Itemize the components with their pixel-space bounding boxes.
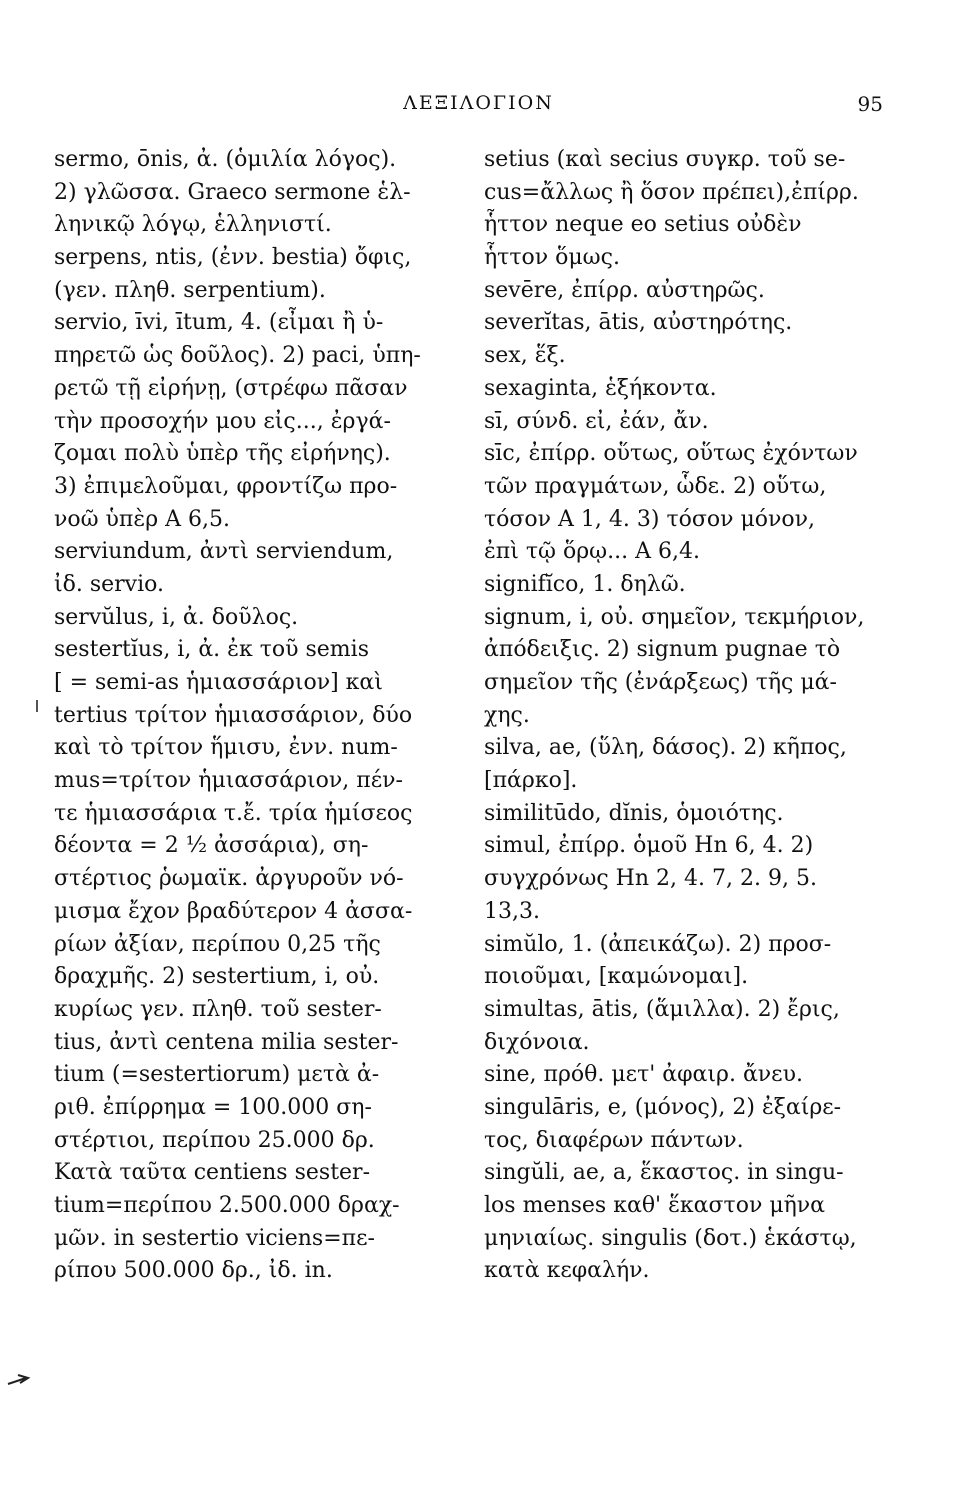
text-line: simul, ἐπίρρ. ὁμοῦ Hn 6, 4. 2) <box>484 833 814 859</box>
text-line: μηνιαίως. singulis (δοτ.) ἑκάστῳ, <box>484 1225 857 1251</box>
right-column <box>484 144 894 1288</box>
page-number: 95 <box>857 92 883 116</box>
text-line: ἧττον ὅμως. <box>484 245 620 271</box>
text-line: στέρτιοι, περίπου 25.000 δρ. <box>54 1127 375 1153</box>
text-line: serpens, ntis, (ἐνν. bestia) ὄφις, <box>54 245 412 271</box>
text-line: ρίων ἀξίαν, περίπου 0,25 τῆς <box>54 931 381 957</box>
text-line: κυρίως γεν. πληθ. τοῦ sester- <box>54 996 382 1022</box>
text-line: ἧττον neque eo setius οὐδὲν <box>484 212 802 238</box>
text-line: servŭlus, i, ἀ. δοῦλος. <box>54 604 299 630</box>
text-line: τόσον Α 1, 4. 3) τόσον μόνον, <box>484 506 816 532</box>
text-line: τε ἡμιασσάρια τ.ἔ. τρία ἡμίσεος <box>54 800 413 826</box>
text-line: 3) ἐπιμελοῦμαι, φροντίζω προ- <box>54 473 398 499</box>
text-line: servio, īvi, ītum, 4. (εἶμαι ἢ ὑ- <box>54 310 384 336</box>
text-line: μισμα ἔχον βραδύτερον 4 ἀσσα- <box>54 898 413 924</box>
text-line: καὶ τὸ τρίτον ἥμισυ, ἐνν. num- <box>54 735 398 761</box>
text-line: simŭlo, 1. (ἀπεικάζω). 2) προσ- <box>484 931 832 957</box>
text-line: sex, ἕξ. <box>484 343 566 369</box>
text-line: ἀπόδειξις. 2) signum pugnae τὸ <box>484 637 841 663</box>
text-line: sī, σύνδ. εἰ, ἐάν, ἄν. <box>484 408 709 434</box>
text-line: singulāris, e, (μόνος), 2) ἐξαίρε- <box>484 1094 842 1120</box>
text-line: severĭtas, ātis, αὐστηρότης. <box>484 310 793 336</box>
text-line: συγχρόνως Hn 2, 4. 7, 2. 9, 5. <box>484 866 817 892</box>
text-line: tium=περίπου 2.500.000 δραχ- <box>54 1193 400 1218</box>
text-line: signum, i, οὐ. σημεῖον, τεκμήριον, <box>484 604 865 630</box>
text-line: 13,3. <box>484 898 540 924</box>
text-line: sermo, ōnis, ἀ. (ὁμιλία λόγος). <box>54 147 397 172</box>
text-line: sevēre, ἐπίρρ. αὐστηρῶς. <box>484 277 765 303</box>
text-line: τος, διαφέρων πάντων. <box>484 1127 744 1153</box>
text-line: ζομαι πολὺ ὑπὲρ τῆς εἰρήνης). <box>54 441 391 467</box>
text-line: τῶν πραγμάτων, ὧδε. 2) οὕτω, <box>484 473 827 499</box>
text-line: los menses καθ' ἕκαστον μῆνα <box>484 1193 826 1218</box>
text-line: σημεῖον τῆς (ἐνάρξεως) τῆς μά- <box>484 670 837 695</box>
left-column <box>54 144 464 1288</box>
text-line: sexaginta, ἑξήκοντα. <box>484 375 717 401</box>
text-line: tertius τρίτον ἡμιασσάριον, δύο <box>54 702 413 728</box>
text-line: sīc, ἐπίρρ. οὕτως, οὕτως ἐχόντων <box>484 441 858 467</box>
text-line: tius, ἀντὶ centena milia sester- <box>54 1029 399 1055</box>
text-line: ρίπου 500.000 δρ., ἰδ. in. <box>54 1258 333 1284</box>
text-line: Κατὰ ταῦτα centiens sester- <box>54 1160 371 1186</box>
text-line: νοῶ ὑπὲρ Α 6,5. <box>54 506 230 532</box>
arrow-icon <box>6 1372 36 1388</box>
text-line: sine, πρόθ. μετ' ἀφαιρ. ἄνευ. <box>484 1062 803 1088</box>
text-line: χης. <box>484 702 530 728</box>
margin-mark <box>36 700 38 712</box>
text-line: ποιοῦμαι, [καμώνομαι]. <box>484 964 749 990</box>
text-line: μῶν. in sestertio viciens=πε- <box>54 1225 375 1251</box>
text-line: similitūdo, dĭnis, ὁμοιότης. <box>484 800 784 826</box>
text-line: mus=τρίτον ἡμιασσάριον, πέν- <box>54 768 403 794</box>
text-line: serviundum, ἀντὶ serviendum, <box>54 539 394 565</box>
text-line: ληνικῷ λόγῳ, ἑλληνιστί. <box>54 212 332 238</box>
text-line: πηρετῶ ὡς δοῦλος). 2) paci, ὑπη- <box>54 343 421 369</box>
text-line: cus=ἄλλως ἢ ὅσον πρέπει),ἐπίρρ. <box>484 179 859 205</box>
text-line: 2) γλῶσσα. Graeco sermone ἑλ- <box>54 179 411 205</box>
text-line: κατὰ κεφαλήν. <box>484 1258 650 1284</box>
text-line: (γεν. πληθ. serpentium). <box>54 277 326 303</box>
text-line: tium (=sestertiorum) μετὰ ἀ- <box>54 1062 380 1088</box>
text-line: ρετῶ τῇ εἰρήνῃ, (στρέφω πᾶσαν <box>54 375 408 401</box>
text-line: ἐπὶ τῷ ὅρῳ... Α 6,4. <box>484 539 700 565</box>
text-line: δραχμῆς. 2) sestertium, i, οὐ. <box>54 964 380 990</box>
text-line: [ = semi-as ἡμιασσάριον] καὶ <box>54 670 383 695</box>
text-line: simultas, ātis, (ἅμιλλα). 2) ἔρις, <box>484 996 840 1022</box>
running-title: ΛΕΞΙΛΟΓΙΟΝ <box>403 92 554 114</box>
text-line: [πάρκο]. <box>484 768 578 794</box>
text-line: στέρτιος ῥωμαϊκ. ἀργυροῦν νό- <box>54 866 404 892</box>
text-line: signifĭco, 1. δηλῶ. <box>484 571 686 597</box>
text-line: διχόνοια. <box>484 1029 590 1055</box>
text-line: ἰδ. servio. <box>54 571 164 597</box>
text-line: δέοντα = 2 ½ ἀσσάρια), ση- <box>54 833 369 859</box>
text-line: sestertĭus, i, ἀ. ἐκ τοῦ semis <box>54 637 369 663</box>
text-line: ριθ. ἐπίρρημα = 100.000 ση- <box>54 1094 372 1120</box>
page-header <box>0 92 957 122</box>
text-line: setius (καὶ secius συγκρ. τοῦ se- <box>484 147 846 172</box>
text-line: singŭli, ae, a, ἕκαστος. in singu- <box>484 1160 844 1186</box>
text-line: τὴν προσοχήν μου εἰς..., ἐργά- <box>54 408 391 434</box>
text-line: silva, ae, (ὕλη, δάσος). 2) κῆπος, <box>484 735 847 761</box>
